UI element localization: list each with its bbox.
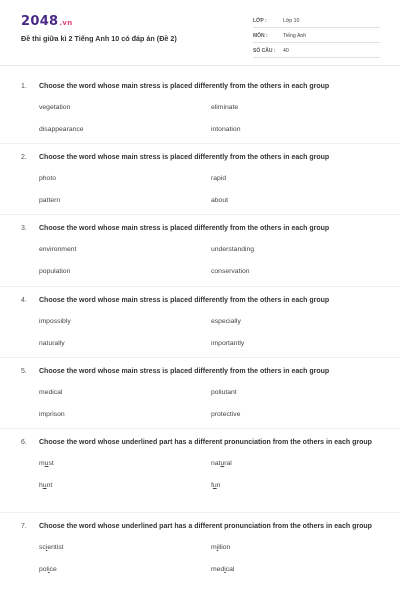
answer-option[interactable]: must — [39, 460, 54, 467]
question-4 — [21, 294, 381, 357]
answer-option[interactable]: police — [39, 566, 57, 573]
answer-option[interactable]: vegetation — [39, 104, 71, 111]
exam-meta — [253, 14, 380, 59]
answer-options — [21, 168, 381, 214]
answer-option[interactable]: scientist — [39, 544, 64, 551]
underlined-letter: u — [42, 482, 47, 489]
question-7 — [21, 520, 381, 583]
question-text: Choose the word whose main stress is placed differently from the others in each group — [39, 154, 330, 161]
question-text: Choose the word whose underlined part has a different pronunciation from the others in each group — [39, 523, 372, 530]
question-text: Choose the word whose main stress is placed differently from the others in each group — [39, 83, 330, 90]
answer-option[interactable]: naturally — [39, 340, 65, 347]
question-number: 2. — [21, 154, 27, 161]
underlined-letter: u — [44, 460, 49, 467]
question-number: 4. — [21, 297, 27, 304]
question-divider — [0, 286, 400, 287]
question-divider — [0, 428, 400, 429]
answer-option[interactable]: natural — [211, 460, 232, 467]
underlined-letter: i — [216, 544, 219, 551]
answer-option[interactable]: pattern — [39, 197, 61, 204]
question-5 — [21, 365, 381, 428]
answer-options — [21, 97, 381, 143]
answer-option[interactable]: imprison — [39, 411, 65, 418]
question-number: 6. — [21, 439, 27, 446]
underlined-letter: i — [45, 544, 48, 551]
question-number: 3. — [21, 225, 27, 232]
question-text: Choose the word whose main stress is placed differently from the others in each group — [39, 297, 330, 304]
question-heading — [21, 151, 381, 164]
question-1 — [21, 80, 381, 143]
question-heading — [21, 436, 381, 449]
meta-subject: MÔN : Tiếng Anh — [253, 29, 380, 43]
question-divider — [0, 357, 400, 358]
underlined-letter: u — [212, 482, 217, 489]
answer-option[interactable]: environment — [39, 246, 77, 253]
question-number: 5. — [21, 368, 27, 375]
question-heading — [21, 294, 381, 307]
answer-options — [21, 453, 381, 499]
question-heading — [21, 222, 381, 235]
answer-option[interactable]: population — [39, 268, 71, 275]
question-text: Choose the word whose main stress is placed differently from the others in each group — [39, 368, 330, 375]
answer-option[interactable]: about — [211, 197, 229, 204]
underlined-letter: i — [224, 566, 226, 573]
question-heading — [21, 365, 381, 378]
answer-option[interactable]: especially — [211, 318, 241, 325]
answer-option[interactable]: protective — [211, 411, 241, 418]
answer-option[interactable]: million — [211, 544, 231, 551]
answer-option[interactable]: eliminate — [211, 104, 239, 111]
question-divider — [0, 512, 400, 513]
answer-option[interactable]: pollutant — [211, 389, 237, 396]
answer-option[interactable]: disappearance — [39, 126, 84, 133]
answer-option[interactable]: importantly — [211, 340, 245, 347]
answer-options — [21, 537, 381, 583]
question-text: Choose the word whose underlined part has a different pronunciation from the others in each group — [39, 439, 372, 446]
answer-option[interactable]: understanding — [211, 246, 255, 253]
answer-options — [21, 239, 381, 285]
question-6 — [21, 436, 381, 499]
answer-option[interactable]: intonation — [211, 126, 241, 133]
answer-option[interactable]: medical — [211, 566, 235, 573]
question-2 — [21, 151, 381, 214]
meta-question-count: SỐ CÂU : 40 — [253, 44, 380, 58]
answer-option[interactable]: conservation — [211, 268, 250, 275]
question-3 — [21, 222, 381, 285]
question-divider — [0, 214, 400, 215]
question-heading — [21, 520, 381, 533]
document-title: Đề thi giữa kì 2 Tiếng Anh 10 có đáp án (Đề 2) — [21, 34, 177, 43]
answer-options — [21, 382, 381, 428]
question-divider — [0, 143, 400, 144]
answer-option[interactable]: fun — [211, 482, 221, 489]
question-number: 1. — [21, 83, 27, 90]
site-logo[interactable]: 2048.vn — [21, 14, 73, 29]
question-text: Choose the word whose main stress is placed differently from the others in each group — [39, 225, 330, 232]
underlined-letter: i — [48, 566, 50, 573]
answer-options — [21, 311, 381, 357]
answer-option[interactable]: photo — [39, 175, 57, 182]
answer-option[interactable]: impossibly — [39, 318, 71, 325]
underlined-letter: u — [220, 460, 225, 467]
answer-option[interactable]: hunt — [39, 482, 53, 489]
question-number: 7. — [21, 523, 27, 530]
question-heading — [21, 80, 381, 93]
meta-class: LỚP : Lớp 10 — [253, 14, 380, 28]
answer-option[interactable]: medical — [39, 389, 63, 396]
answer-option[interactable]: rapid — [211, 175, 227, 182]
document-header — [0, 0, 400, 66]
